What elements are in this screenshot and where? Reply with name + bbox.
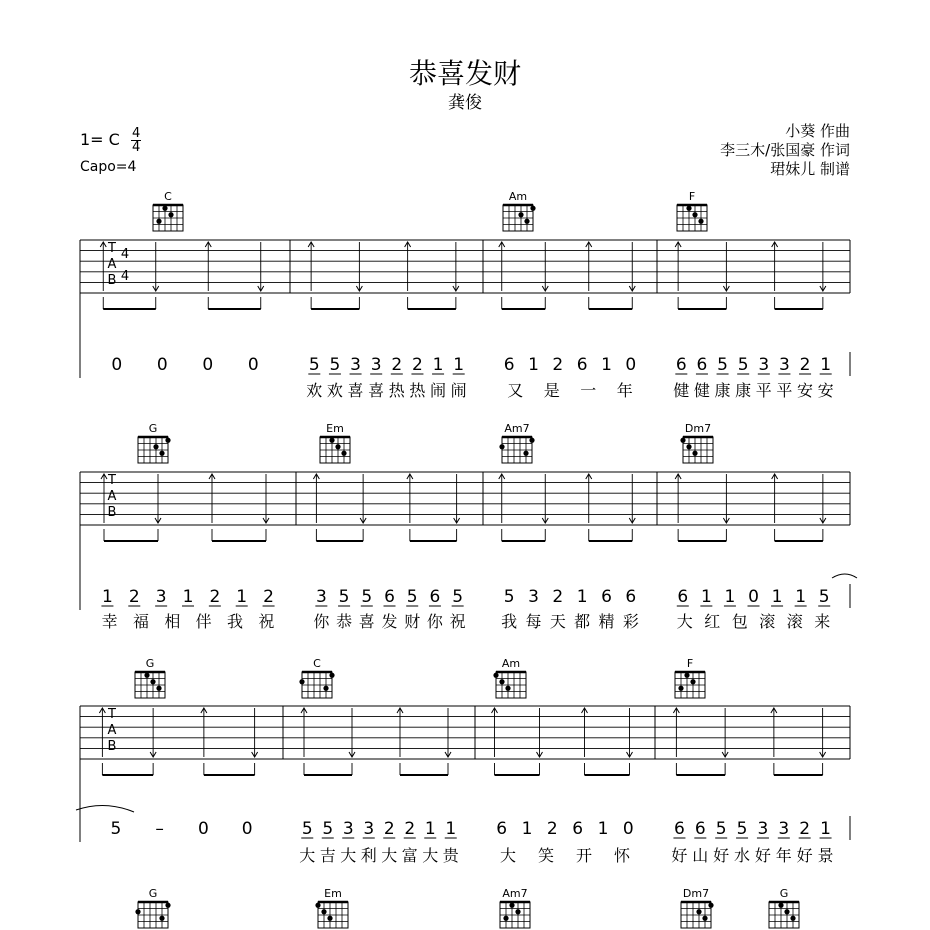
chord-dot [686, 444, 691, 449]
key-label: 1= C [80, 130, 120, 149]
jianpu-note: 2 [552, 355, 564, 375]
jianpu-note: 6 [601, 587, 612, 607]
chord-dot [692, 212, 697, 217]
chord-name: C [164, 190, 172, 203]
jianpu-note: 5 [361, 587, 373, 607]
jianpu-note: 6 [675, 355, 687, 375]
tab-letter: B [107, 505, 117, 520]
tab-letter: B [107, 273, 117, 288]
lyric-char: 天 [549, 612, 566, 631]
jianpu-note: 1 [528, 355, 539, 375]
jianpu-note: 5 [338, 587, 350, 607]
lyric-char: 一 [580, 381, 597, 400]
chord-dot [523, 451, 528, 456]
jianpu-note: 3 [370, 355, 382, 375]
jianpu-note: 2 [412, 355, 423, 375]
tab-time-sig: 4 [120, 247, 130, 262]
chord-dot [335, 444, 340, 449]
jianpu-note: 6 [429, 587, 441, 607]
lyric-char: 祝 [258, 612, 275, 631]
lyric-char: 欢 [326, 381, 343, 400]
chord-name: Em [326, 422, 344, 435]
lyric-char: 滚 [786, 612, 803, 631]
jianpu-note: 3 [342, 819, 354, 839]
jianpu-note: 5 [452, 587, 464, 607]
tab-letter: T [108, 473, 116, 488]
lyric-char: 闹 [430, 381, 447, 400]
jianpu-note: 1 [236, 587, 248, 607]
jianpu-note: 1 [820, 819, 831, 839]
jianpu-note: 5 [717, 355, 728, 375]
chord-dot [684, 673, 689, 678]
jianpu-note: 2 [799, 355, 811, 375]
jianpu-note: 6 [677, 587, 689, 607]
jianpu-note: 1 [182, 587, 194, 607]
tie-arc [76, 805, 134, 812]
lyric-char: 是 [543, 381, 560, 400]
lyric-char: 年 [616, 381, 633, 400]
jianpu-note: 0 [202, 355, 214, 375]
lyric-char: 大 [340, 846, 357, 865]
lyric-char: 吉 [319, 846, 336, 865]
lyric-char: 财 [404, 612, 421, 631]
jianpu-note: 1 [424, 819, 436, 839]
lyric-char: 大 [299, 846, 316, 865]
lyric-char: 笑 [537, 846, 555, 865]
lyric-char: 富 [401, 846, 418, 865]
chord-dot [153, 444, 158, 449]
chord-dot [515, 909, 520, 914]
chord-name: F [688, 190, 696, 203]
lyric-char: 精 [598, 612, 615, 631]
jianpu-note: 5 [322, 819, 334, 839]
jianpu-note: 1 [521, 819, 533, 839]
chord-dot [696, 909, 701, 914]
lyric-char: 好 [713, 846, 730, 865]
tab-letter: A [107, 723, 117, 738]
lyric-char: 景 [817, 846, 834, 865]
jianpu-note: 1 [432, 355, 444, 375]
lyric-char: 康 [735, 381, 752, 400]
lyric-char: 滚 [759, 612, 776, 631]
chord-dot [698, 219, 703, 224]
lyric-char: 大 [676, 612, 693, 631]
jianpu-note: 0 [111, 355, 123, 375]
jianpu-note: 2 [546, 819, 558, 839]
chord-name: Dm7 [684, 422, 712, 435]
jianpu-note: 0 [748, 587, 759, 607]
jianpu-note: 6 [503, 355, 515, 375]
lyric-char: 我 [501, 612, 518, 631]
lyric-char: 喜 [347, 381, 364, 400]
lyric-char: 好 [671, 846, 688, 865]
time-top: 4 [131, 126, 141, 141]
jianpu-note: 0 [197, 819, 209, 839]
jianpu-note: 5 [110, 819, 122, 839]
lyric-char: 恭 [336, 612, 353, 631]
time-bottom: 4 [131, 140, 141, 155]
chord-dot [708, 903, 713, 908]
jianpu-note: – [155, 819, 164, 839]
lyric-char: 大 [499, 846, 517, 865]
lyric-char: 都 [574, 612, 591, 631]
chord-dot [530, 206, 535, 211]
jianpu-note: 2 [391, 355, 403, 375]
jianpu-note: 6 [625, 587, 637, 607]
jianpu-note: 6 [576, 355, 588, 375]
chord-dot [505, 686, 510, 691]
chord-dot [518, 212, 523, 217]
tab-letter: B [107, 739, 117, 754]
lyric-char: 大 [381, 846, 398, 865]
chord-dot [150, 679, 155, 684]
chord-dot [159, 916, 164, 921]
chord-dot [329, 438, 334, 443]
lyric-char: 红 [704, 612, 721, 631]
jianpu-note: 3 [758, 355, 770, 375]
jianpu-note: 2 [799, 819, 811, 839]
chord-name: G [779, 887, 789, 900]
chord-name: F [686, 657, 694, 670]
chord-dot [144, 673, 149, 678]
jianpu-note: 6 [694, 819, 706, 839]
capo-info: Capo=4 [80, 159, 137, 175]
jianpu-note: 1 [820, 355, 832, 375]
chord-name: Am7 [502, 887, 528, 900]
jianpu-note: 5 [406, 587, 418, 607]
chord-dot [299, 679, 304, 684]
credit-lyricist: 李三木/张国豪 作词 [720, 141, 850, 159]
chord-name: G [148, 887, 158, 900]
lyric-char: 你 [426, 612, 443, 631]
lyric-char: 喜 [358, 612, 375, 631]
lyric-char: 好 [754, 846, 771, 865]
jianpu-note: 0 [241, 819, 253, 839]
chord-dot [341, 451, 346, 456]
jianpu-note: 3 [363, 819, 375, 839]
lyric-char: 水 [734, 846, 751, 865]
chord-dot [529, 438, 534, 443]
lyric-char: 安 [817, 381, 834, 400]
lyric-char: 相 [164, 612, 181, 631]
lyric-char: 热 [409, 381, 426, 400]
jianpu-note: 5 [737, 355, 749, 375]
jianpu-note: 0 [156, 355, 168, 375]
lyric-char: 大 [422, 846, 439, 865]
jianpu-note: 6 [572, 819, 584, 839]
chord-dot [499, 444, 504, 449]
chord-dot [329, 673, 334, 678]
chord-dot [499, 679, 504, 684]
jianpu-note: 1 [576, 587, 588, 607]
jianpu-note: 5 [818, 587, 830, 607]
lyric-char: 我 [226, 612, 244, 631]
chord-dot [165, 903, 170, 908]
lyric-char: 伴 [195, 612, 212, 631]
jianpu-note: 1 [700, 587, 712, 607]
lyric-char: 山 [692, 846, 709, 865]
chord-dot [778, 903, 783, 908]
artist-name: 龚俊 [448, 93, 482, 113]
lyric-char: 怀 [613, 846, 631, 865]
jianpu-note: 6 [496, 819, 508, 839]
lyric-char: 你 [313, 612, 330, 631]
chord-dot [159, 451, 164, 456]
jianpu-note: 2 [128, 587, 140, 607]
chord-dot [678, 686, 683, 691]
chord-dot [323, 686, 328, 691]
jianpu-note: 3 [778, 819, 790, 839]
jianpu-note: 1 [795, 587, 807, 607]
jianpu-note: 3 [315, 587, 327, 607]
chord-dot [524, 219, 529, 224]
jianpu-note: 1 [445, 819, 457, 839]
chord-name: C [313, 657, 321, 670]
chord-dot [686, 206, 691, 211]
chord-dot [162, 206, 167, 211]
lyric-char: 彩 [622, 612, 639, 631]
chord-dot [315, 903, 320, 908]
chord-dot [327, 916, 332, 921]
song-title: 恭喜发财 [408, 57, 521, 90]
chord-dot [680, 438, 685, 443]
jianpu-note: 2 [263, 587, 274, 607]
lyric-char: 贵 [442, 846, 459, 865]
jianpu-note: 1 [601, 355, 612, 375]
tab-time-sig: 4 [120, 269, 130, 284]
chord-dot [156, 219, 161, 224]
chord-dot [168, 212, 173, 217]
tab-letter: A [107, 257, 117, 272]
jianpu-note: 5 [503, 587, 515, 607]
lyric-char: 闹 [450, 381, 467, 400]
tab-letter: T [108, 241, 116, 256]
chord-dot [509, 903, 514, 908]
lyric-char: 发 [381, 612, 398, 631]
lyric-char: 包 [731, 612, 748, 631]
chord-dot [784, 909, 789, 914]
chord-dot [692, 451, 697, 456]
jianpu-note: 1 [771, 587, 783, 607]
lyric-char: 热 [388, 381, 405, 400]
jianpu-note: 6 [384, 587, 395, 607]
lyric-char: 祝 [449, 612, 466, 631]
jianpu-note: 2 [552, 587, 564, 607]
chord-dot [503, 916, 508, 921]
chord-name: Am7 [504, 422, 530, 435]
chord-name: Dm7 [682, 887, 710, 900]
chord-name: Em [324, 887, 342, 900]
jianpu-note: 5 [329, 355, 341, 375]
chord-dot [493, 673, 498, 678]
lyric-char: 平 [776, 381, 793, 400]
lyric-char: 福 [132, 612, 150, 631]
jianpu-note: 6 [674, 819, 685, 839]
lyric-char: 好 [796, 846, 813, 865]
jianpu-note: 2 [404, 819, 416, 839]
chord-name: Am [501, 657, 521, 670]
lyric-char: 安 [797, 381, 814, 400]
jianpu-note: 5 [308, 355, 320, 375]
chord-dot [321, 909, 326, 914]
lyric-char: 康 [714, 381, 731, 400]
chord-name: Am [508, 190, 528, 203]
jianpu-note: 2 [209, 587, 221, 607]
jianpu-note: 0 [625, 355, 637, 375]
lyric-char: 喜 [368, 381, 385, 400]
jianpu-note: 5 [301, 819, 313, 839]
credit-transcriber: 珺妹儿 制谱 [770, 160, 850, 178]
lyric-char: 幸 [101, 612, 118, 631]
jianpu-note: 5 [715, 819, 727, 839]
jianpu-note: 0 [247, 355, 259, 375]
jianpu-note: 3 [779, 355, 790, 375]
lyric-char: 又 [507, 381, 524, 400]
jianpu-note: 6 [696, 355, 708, 375]
lyric-char: 平 [755, 381, 772, 400]
jianpu-note: 3 [528, 587, 539, 607]
chord-dot [690, 679, 695, 684]
lyric-char: 每 [525, 612, 542, 631]
tab-letter: T [108, 707, 116, 722]
lyric-char: 健 [673, 381, 690, 400]
chord-name: G [148, 422, 158, 435]
chord-dot [165, 438, 170, 443]
jianpu-note: 3 [155, 587, 167, 607]
jianpu-note: 0 [622, 819, 634, 839]
chord-dot [790, 916, 795, 921]
lyric-char: 年 [775, 846, 792, 865]
credit-composer: 小葵 作曲 [785, 122, 850, 140]
lyric-char: 开 [575, 846, 593, 865]
jianpu-note: 1 [597, 819, 609, 839]
jianpu-note: 2 [383, 819, 395, 839]
tab-letter: A [107, 489, 117, 504]
lyric-char: 欢 [306, 381, 323, 400]
chord-dot [135, 909, 140, 914]
jianpu-note: 1 [453, 355, 465, 375]
chord-name: G [145, 657, 155, 670]
lyric-char: 利 [360, 846, 377, 865]
tie-arc [832, 574, 857, 578]
chord-dot [156, 686, 161, 691]
jianpu-note: 1 [102, 587, 113, 607]
lyric-char: 健 [693, 381, 710, 400]
lyric-char: 来 [814, 612, 831, 631]
jianpu-note: 3 [350, 355, 361, 375]
chord-dot [702, 916, 707, 921]
jianpu-note: 1 [724, 587, 736, 607]
jianpu-note: 3 [757, 819, 769, 839]
jianpu-note: 5 [736, 819, 748, 839]
